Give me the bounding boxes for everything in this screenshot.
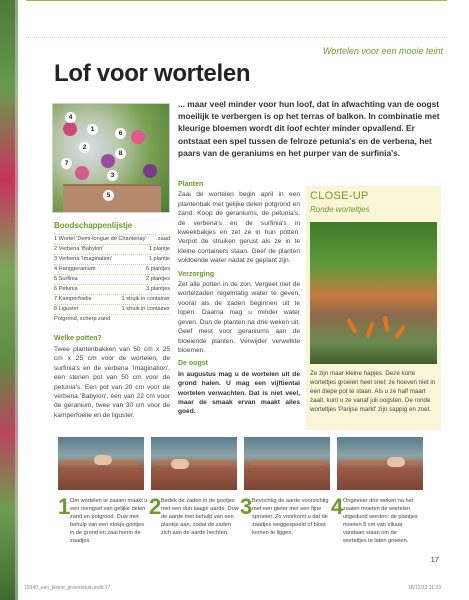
page-title: Lof voor wortelen (54, 60, 251, 87)
shopping-list (54, 234, 170, 324)
list-item: 8 Liguster 1 struik in container (54, 306, 170, 312)
carrot-shape (346, 318, 357, 334)
hand-shape (171, 459, 189, 469)
carrot-shape (365, 322, 374, 338)
hand-shape (94, 455, 112, 465)
step-3-photo (244, 437, 330, 490)
step-number: 4 (331, 494, 344, 519)
harvest-heading: De oogst (178, 360, 208, 368)
list-item: 5 Surfinia 2 plantjes (54, 276, 170, 282)
print-footer (24, 585, 441, 591)
step-1-photo (58, 437, 144, 490)
footer-file: 19340_een_kleine_groentetuin.indd 17 (24, 585, 111, 591)
step-text: Om wortelen te zaaien maakt u een mengsel van gelijke delen zand en potgrond. Duw met behulp van een stokje gootjes in de grond en zaai hierin de zaadjes. (70, 498, 148, 544)
footer-date: 18/12/13 11:23 (408, 585, 441, 591)
hero-label-7: 7 (61, 158, 72, 169)
step-text: Bevochtig de aarde voorzichtig met een gieter met een fijne sproeier. Zo voorkomt u dat de zaadjes weggespoeld of bloot komen te liggen. (252, 498, 329, 536)
planter-rim (157, 461, 231, 465)
page-header-rule (26, 0, 447, 38)
care-text: Zet alle potten in de zon. Vergeet niet de wortelzaden regelmatig water te geven, vooral als de zaden beginnen uit te lopen. Daarna mag u minder water geven. Dun de planten na drie weken uit. Geef mest voor geraniums aan de bloeiende planten. Verwijder verwelkte bloemen. (178, 281, 300, 354)
step-text: Ongeveer drie weken na het zaaien moeten de wortelen uitgedund worden: de plantjes moeten 5 cm van elkaar vandaan staan om de worteltjes te laten groeien. (343, 498, 418, 544)
planter-rim (250, 461, 324, 465)
flower-shape (101, 154, 115, 168)
pots-heading: Welke potten? (54, 335, 102, 342)
decorative-flower-strip (0, 0, 18, 600)
carrot-shape (383, 316, 390, 332)
care-heading: Verzorging (178, 270, 215, 278)
step-number: 1 (58, 494, 71, 519)
section-label: Wortelen voor een mooie teint (322, 46, 443, 56)
step-4-photo (337, 437, 423, 490)
hero-label-1: 1 (87, 124, 98, 135)
list-item: 1 Wortel 'Demi-longue de Chantenay' zaad (54, 236, 170, 242)
planting-heading: Planten (178, 181, 204, 188)
step-2-photo (151, 437, 237, 490)
harvest-text: In augustus mag u de wortelen uit de grond halen. U mag een vijftiental wortelen verwachten. Dat is niet veel, maar de smaak ervan maakt alles goed. (178, 370, 300, 416)
list-item: 6 Petunia 3 plantjes (54, 286, 170, 292)
instructions-column (178, 180, 300, 421)
flower-shape (63, 122, 77, 136)
planter-rim (343, 461, 417, 465)
flower-shape (131, 130, 145, 144)
closeup-caption: Ze zijn maar kleine hapjes. Deze korte worteltjes groeien heel snel; ze hoeven niet in een diepe pot te staan. Als u ze half maart zaait, kunt u ze vanaf juli oogsten. De ronde worteltjes 'Parijse markt' zijn sappig en zoet. (310, 370, 436, 413)
carrot-shape (394, 324, 406, 339)
step-text: Bedek de zaden in de gootjes met een dun laagje aarde. Duw de aarde met behulp van een plankje aan, zodat de zaden zich aan de aarde hechten. (161, 498, 239, 536)
flower-shape (75, 166, 89, 180)
hero-label-5: 5 (103, 190, 114, 201)
list-item: Potgrond, scherp zand (54, 314, 170, 324)
hand-shape (387, 457, 405, 467)
list-item: 2 Verbena 'Babylon' 1 plantje (54, 246, 170, 252)
intro-paragraph: ... maar veel minder voor hun loof, dat in afwachting van de oogst moeilijk te verbergen is op het terras of balkon. In combinatie met kleurige bloemen wordt dit loof echter minder opvallend. Er ontstaat een spel tussen de felroze petunia's en de verbena, het paars van de geraniums en het purper van de surfinia's. (178, 99, 440, 158)
hero-label-6: 6 (115, 128, 126, 139)
step-number: 2 (149, 494, 162, 519)
list-item: 3 Verbena 'Imagination' 1 plantje (54, 256, 170, 262)
carrots-photo (310, 222, 437, 364)
step-number: 3 (240, 494, 253, 519)
planting-text: Zaai de wortelen begin april in een plantenbak met gelijke delen potgrond en zand. Koop de geraniums, de petunia's, de verbena's en de surfinia's in kweekbakjes en zet ze in hun potten. Verpot de struiken gerust als ze in te kleine containers staan. Geef de planten voldoende water nadat ze geplant zijn. (178, 191, 300, 265)
page-number: 17 (430, 555, 439, 564)
closeup-box (306, 186, 441, 430)
closeup-title: CLOSE-UP (310, 190, 369, 202)
hero-label-3: 3 (107, 170, 118, 181)
shopping-list-title: Boodschappenlijstje (54, 221, 133, 230)
flower-shape (143, 164, 157, 178)
closeup-subtitle: Ronde worteltjes (310, 205, 370, 214)
hero-label-8: 8 (115, 148, 126, 159)
list-item: 7 Kamperfoelie 1 struik in container (54, 296, 170, 302)
hero-label-2: 2 (79, 142, 90, 153)
hero-photo (52, 103, 170, 213)
hero-label-4: 4 (65, 112, 76, 123)
pots-text: Twee plantenbakken van 50 cm x 25 cm x 25 cm voor de wortelen, de surfinia's en de verbena 'Imagination', een stenen pot van 50 cm voor de petunia's. Een pot van 20 cm voor de verbena 'Babylon', één van 22 cm voor de geranium, twee van 30 cm voor de kamperfoelie en de liguster. (54, 346, 170, 419)
list-item: 4 Hanggeranium 6 plantjes (54, 266, 170, 272)
